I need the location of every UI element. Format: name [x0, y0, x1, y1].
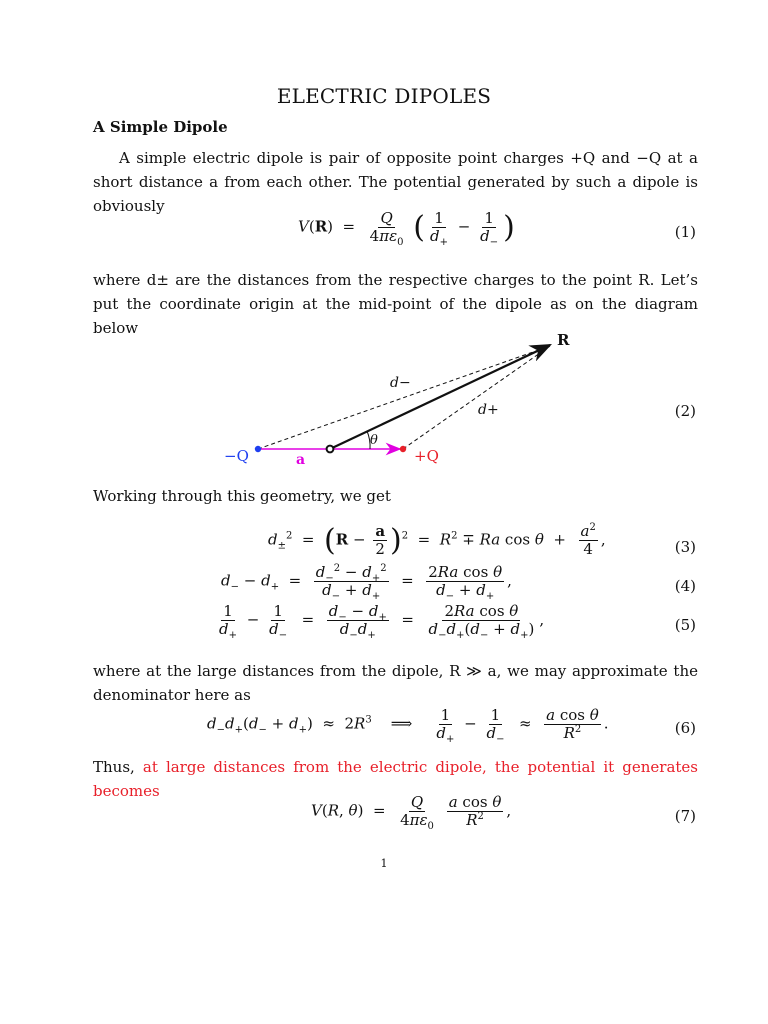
equation-5: $\frac{1}{d_+}$ − $\frac{1}{d_-}$ = $\frac{d_- - d_+}{d_-d_+}$ = $\frac{\text{2Ra cos θ}}{d_-d_+(d_- + d_+)}$ ,	[219, 602, 545, 641]
d-minus-line	[258, 346, 550, 449]
label-negative-charge: −Q	[224, 447, 249, 465]
position-vector-R	[330, 345, 550, 449]
label-d-minus: d−	[390, 375, 411, 391]
label-positive-charge: +Q	[414, 447, 439, 465]
label-vector-a: a	[296, 452, 306, 468]
equation-number: (6)	[674, 719, 696, 737]
negative-charge	[255, 446, 261, 452]
conclusion-highlight: at large distances from the electric dipole, the potential it generates becomes	[93, 758, 698, 800]
equation-number: (2)	[674, 402, 696, 420]
equation-6: $d_-d_+(d_- + d_+) \approx 2R^3$ ⟹ $\frac{1}{d_+}$ − $\frac{1}{d_-}$ ≈ $\frac{\text{a cos θ}}{R^2}$ .	[207, 706, 609, 745]
page-title: ELECTRIC DIPOLES	[276, 84, 492, 108]
equation-3: $d_\pm^2 = (R$ − $\frac{a}{2}$ )$^2 = R^2 \mp Ra$ cos θ + $\frac{a^2}{4}$ ,	[268, 522, 606, 558]
page-number: 1	[380, 857, 388, 870]
equation-number: (1)	[674, 223, 696, 241]
equation-1: V(R) = $\frac{Q}{4\pi\varepsilon_0}$ ( $\frac{1}{d_+}$ − $\frac{1}{d_-}$ )	[298, 209, 515, 248]
equation-number: (7)	[674, 807, 696, 825]
equation-number: (5)	[674, 616, 696, 634]
d-plus-line	[403, 346, 550, 449]
conclusion-lead: Thus,	[93, 758, 135, 776]
paragraph-geometry: Working through this geometry, we get	[93, 487, 391, 505]
paragraph-intro: A simple electric dipole is pair of opposite point charges +Q and −Q at a short distance a from each other. The potential generated by such a dipole is obviously	[93, 149, 698, 215]
label-d-plus: d+	[478, 402, 499, 418]
equation-number: (3)	[674, 538, 696, 556]
equation-7: V(R, θ) = $\frac{Q}{4\pi\varepsilon_0}$ $\frac{\text{a cos θ}}{R^2}$ ,	[311, 793, 512, 832]
equation-number: (4)	[674, 577, 696, 595]
paragraph-approximation: where at the large distances from the dipole, R ≫ a, we may approximate the denominator here as	[93, 662, 698, 704]
label-R: R	[557, 331, 570, 349]
positive-charge	[400, 446, 406, 452]
label-theta: θ	[370, 433, 378, 448]
origin-point	[327, 446, 334, 453]
paragraph-distances: where d± are the distances from the respective charges to the point R. Let’s put the coordinate origin at the mid-point of the dipole as on the diagram below	[93, 271, 698, 337]
dipole-diagram	[200, 325, 600, 475]
section-heading: A Simple Dipole	[93, 118, 228, 136]
equation-4: $d_- - d_+$ = $\frac{d_-^2 - d_+^2}{d_- + d_+}$ = $\frac{\text{2Ra cos θ}}{d_- + d_+}$ ,	[221, 563, 512, 602]
